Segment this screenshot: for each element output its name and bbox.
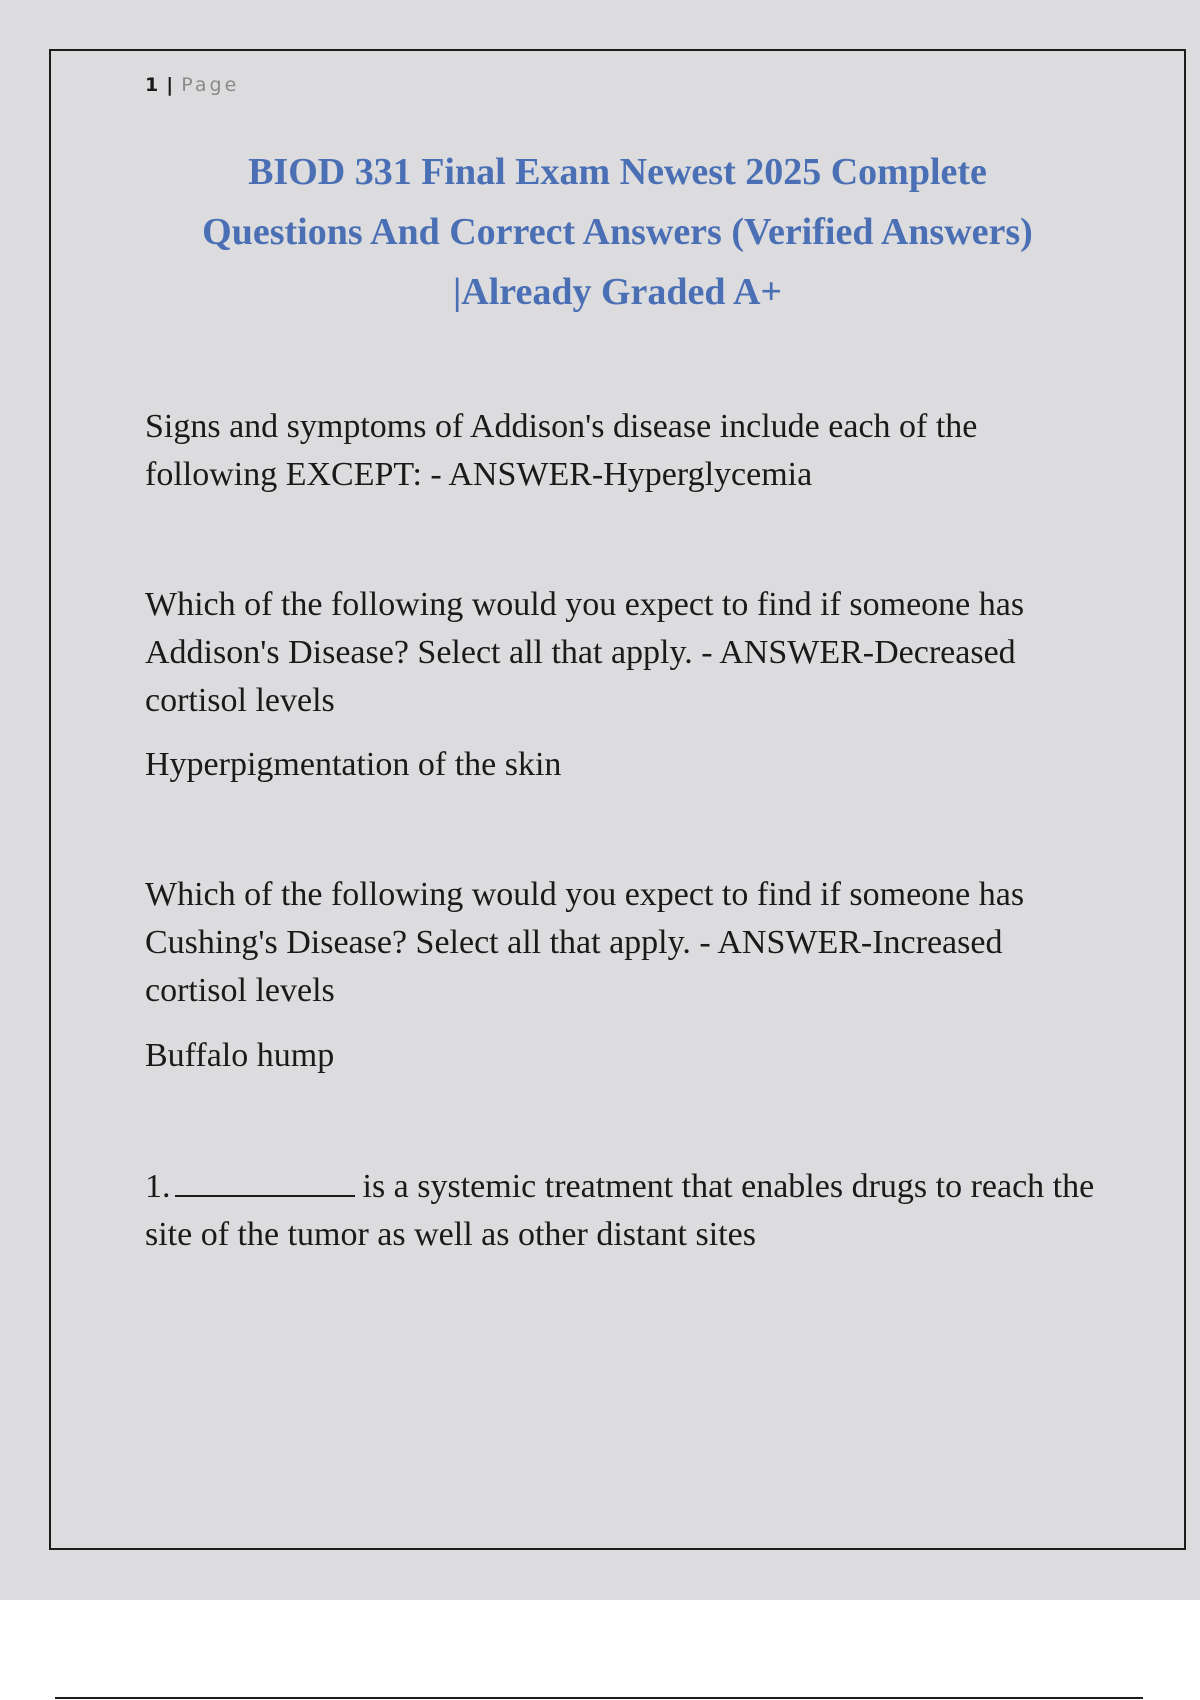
question-1-text: Signs and symptoms of Addison's disease include each of the following EXCEPT: - ANSWER-Hyperglycemia xyxy=(145,408,978,493)
question-2 xyxy=(145,581,1095,725)
question-1 xyxy=(145,403,1095,499)
page-number xyxy=(145,74,239,96)
title-line-1: BIOD 331 Final Exam Newest 2025 Complete xyxy=(248,151,987,193)
page-number-value: 1 xyxy=(145,74,160,96)
question-4-body xyxy=(145,1163,1095,1259)
question-2-text: Which of the following would you expect to find if someone has Addison's Disease? Select all that apply. - ANSWER-Decreased cortisol levels xyxy=(145,586,1025,719)
question-4-text: is a systemic treatment that enables drugs to reach the site of the tumor as well as other distant sites xyxy=(145,1168,1095,1253)
question-3-text: Which of the following would you expect to find if someone has Cushing's Disease? Select all that apply. - ANSWER-Increased cortisol levels xyxy=(145,876,1025,1009)
question-2-extra-text: Hyperpigmentation of the skin xyxy=(145,746,562,783)
document-title xyxy=(145,142,1090,322)
question-3 xyxy=(145,871,1095,1015)
title-line-3: |Already Graded A+ xyxy=(452,271,783,313)
question-2-extra-answer xyxy=(145,741,1095,789)
fill-in-blank xyxy=(175,1165,355,1197)
page-number-label: Page xyxy=(181,74,240,96)
question-4 xyxy=(145,1163,1095,1259)
page-number-separator: | xyxy=(166,74,175,96)
next-page-rule xyxy=(55,1697,1143,1699)
question-3-extra-answer xyxy=(145,1032,1095,1080)
question-4-number: 1. xyxy=(145,1168,171,1205)
question-3-extra-text: Buffalo hump xyxy=(145,1037,335,1074)
title-line-2: Questions And Correct Answers (Verified Answers) xyxy=(202,211,1033,253)
